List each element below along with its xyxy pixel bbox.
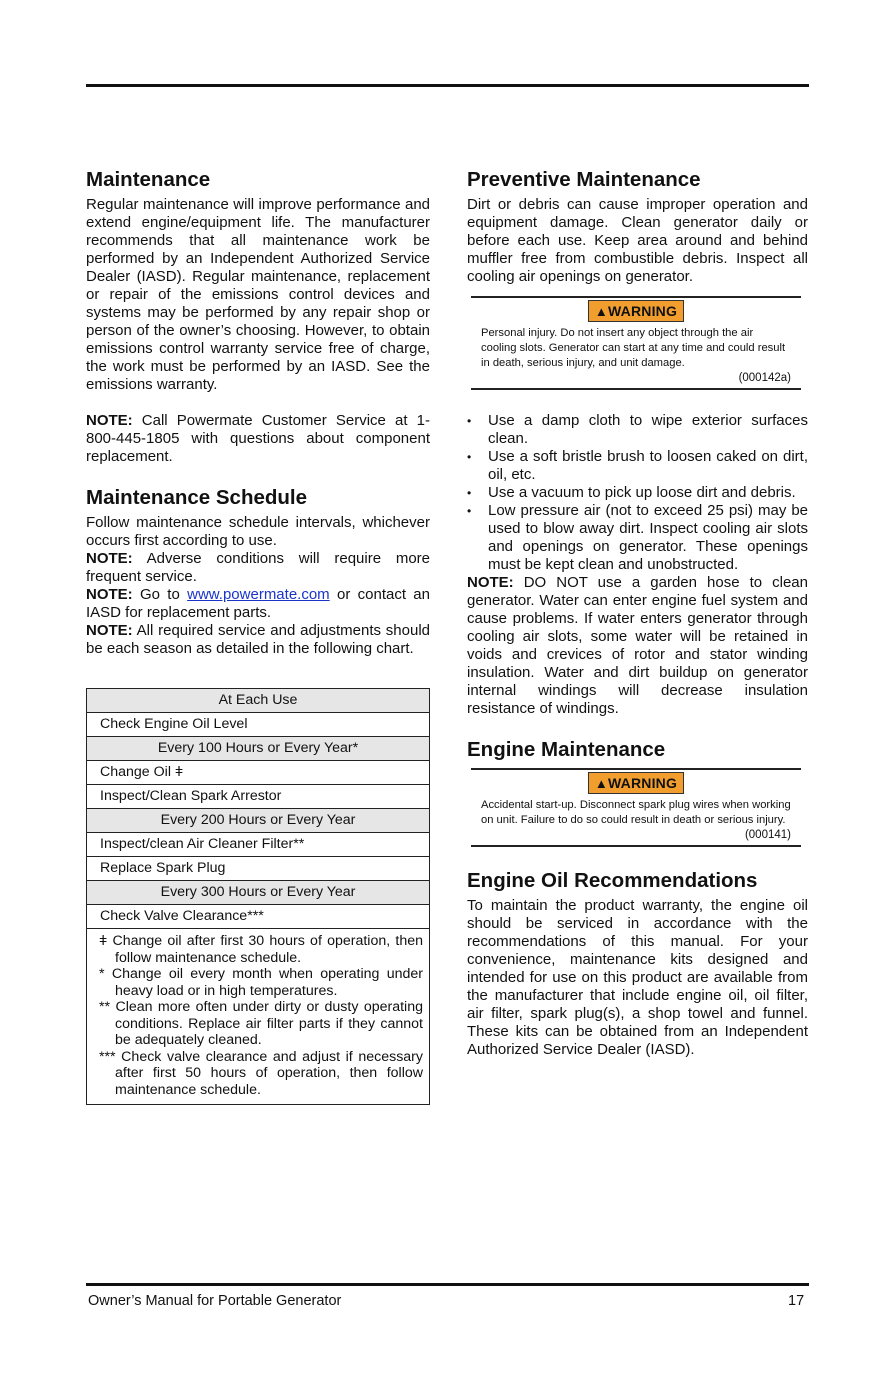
warning-triangle-icon: ▲ [594, 776, 608, 791]
oil-paragraph: To maintain the product warranty, the engine oil should be serviced in accordance with the recommendations of this manual. For your convenience, maintenance kits designed and intended for use on this product are available from the manufacturer that include engine oil, oil filter, air filter, spark plug(s), a shop towel and funnel. These kits can be obtained from an Independent Authorized Service Dealer (IASD). [467, 897, 808, 1058]
note-label: NOTE: [86, 586, 133, 603]
table-section-header: Every 100 Hours or Every Year* [87, 737, 430, 761]
table-row: Inspect/clean Air Cleaner Filter** [87, 833, 430, 857]
parts-note [86, 586, 430, 622]
page-number: 17 [788, 1293, 805, 1309]
engine-maintenance-heading: Engine Maintenance [467, 738, 666, 761]
footnote: * Change oil every month when operating under heavy load or in high temperatures. [99, 966, 423, 999]
warning-box-startup [471, 768, 801, 847]
preventive-paragraph: Dirt or debris can cause improper operation and equipment damage. Clean generator daily or before each use. Keep area around and behind muffler free from combustible debris. Inspect all cooling air openings on generator. [467, 196, 808, 285]
table-row: Replace Spark Plug [87, 857, 430, 881]
warning-code: (000141) [744, 829, 791, 841]
cleaning-list [467, 412, 808, 574]
list-item: • Use a vacuum to pick up loose dirt and debris. [467, 484, 808, 502]
note-text: Adverse conditions will require more frequent service. [86, 550, 430, 585]
warning-label: WARNING [608, 303, 678, 319]
table-row: Inspect/Clean Spark Arrestor [87, 785, 430, 809]
list-item: • Use a damp cloth to wipe exterior surfaces clean. [467, 412, 808, 448]
table-row: Check Engine Oil Level [87, 713, 430, 737]
oil-recommendations-heading: Engine Oil Recommendations [467, 869, 758, 892]
powermate-link[interactable]: www.powermate.com [187, 586, 330, 603]
warning-code: (000142a) [738, 372, 791, 384]
footnote: ** Clean more often under dirty or dusty operating conditions. Replace air filter parts if they cannot be adequately cleaned. [99, 999, 423, 1048]
note-text: DO NOT use a garden hose to clean generator. Water can enter engine fuel system and cause problems. If water enters generator through cooling air slots, some water will be retained in voids and crevices of rotor and stator winding insulation. Water and dirt buildup on generator internal windings will decrease insulation resistance of windings. [467, 574, 808, 717]
note-text: or contact an IASD for replacement parts. [86, 586, 430, 621]
maintenance-paragraph: Regular maintenance will improve performance and extend engine/equipment life. The manufacturer recommends that all maintenance work be performed by an Independent Authorized Service Dealer (IASD). Regular maintenance, replacement or repair of the emissions control devices and systems may be performed by any repair shop or person of the owner’s choosing. However, to obtain emissions control warranty service free of charge, the work must be performed by an IASD. See the emissions warranty. [86, 196, 430, 393]
warning-badge [588, 772, 684, 794]
warning-label: WARNING [608, 775, 678, 791]
list-item: • Low pressure air (not to exceed 25 psi) may be used to blow away dirt. Inspect cooling air slots and openings on generator. These openings must be kept clean and unobstructed. [467, 502, 808, 574]
table-row: Change Oil ǂ [87, 761, 430, 785]
preventive-heading: Preventive Maintenance [467, 168, 701, 191]
garden-hose-note [467, 574, 808, 718]
left-column [86, 168, 430, 1105]
note-label: NOTE: [467, 574, 514, 591]
schedule-intro: Follow maintenance schedule intervals, whichever occurs first according to use. [86, 514, 430, 549]
warning-text: Accidental start-up. Disconnect spark plug wires when working on unit. Failure to do so could result in death or serious injury. [481, 799, 791, 826]
note-label: NOTE: [86, 412, 133, 429]
maintenance-heading: Maintenance [86, 168, 211, 191]
right-column [467, 168, 808, 1059]
note-text: Call Powermate Customer Service at 1-800-445-1805 with questions about component replacement. [86, 412, 430, 465]
footer-rule [86, 1283, 809, 1286]
table-footnotes [87, 929, 430, 1105]
warning-box-cooling [471, 296, 801, 390]
warning-text: Personal injury. Do not insert any object through the air cooling slots. Generator can start at any time and could result in death, serious injury, and unit damage. [481, 327, 786, 369]
header-rule [86, 84, 809, 87]
footnote: *** Check valve clearance and adjust if necessary after first 50 hours of operation, then follow maintenance schedule. [99, 1048, 423, 1098]
table-section-header: At Each Use [87, 689, 430, 713]
schedule-heading: Maintenance Schedule [86, 486, 308, 509]
footnote: ǂ Change oil after first 30 hours of operation, then follow maintenance schedule. [99, 933, 423, 966]
seasonal-note [86, 622, 430, 658]
note-text: Go to [132, 586, 188, 603]
warning-triangle-icon: ▲ [594, 304, 608, 319]
footer-title: Owner’s Manual for Portable Generator [88, 1293, 342, 1309]
table-section-header: Every 300 Hours or Every Year [87, 881, 430, 905]
maintenance-schedule-table [86, 688, 430, 1105]
table-section-header: Every 200 Hours or Every Year [87, 809, 430, 833]
warning-badge [588, 300, 684, 322]
note-text: All required service and adjustments should be each season as detailed in the following chart. [86, 622, 430, 657]
list-item: • Use a soft bristle brush to loosen caked on dirt, oil, etc. [467, 448, 808, 484]
note-label: NOTE: [86, 550, 133, 567]
adverse-conditions-note [86, 550, 430, 586]
table-row: Check Valve Clearance*** [87, 905, 430, 929]
customer-service-note [86, 412, 430, 466]
note-label: NOTE: [86, 622, 133, 639]
